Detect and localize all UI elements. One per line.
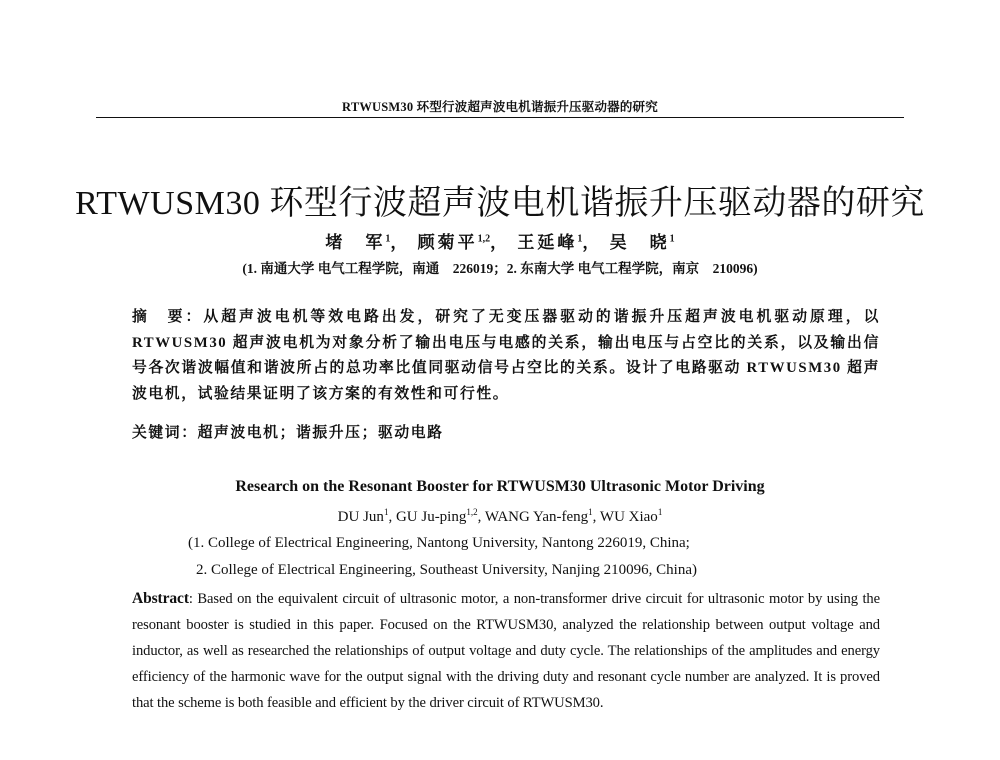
author-en: DU Jun bbox=[337, 509, 384, 525]
abstract-cn-text: 从超声波电机等效电路出发，研究了无变压器驱动的谐振升压超声波电机驱动原理，以 RTWUSM30 超声波电机为对象分析了输出电压与电感的关系，输出电压与占空比的关系，以及输出信号各次谐波幅值和谐波所占的总功率比值同驱动信号占空比的关系。设计了电路驱动 RTWUSM30 超声波电机，试验结果证明了该方案的有效性和可行性。 bbox=[132, 309, 880, 402]
author-separator: ， bbox=[490, 233, 511, 252]
author-cn-affil: 1 bbox=[385, 233, 391, 245]
author-en: WU Xiao bbox=[599, 509, 658, 525]
author-en: WANG Yan-feng bbox=[484, 509, 589, 525]
abstract-cn-label: 摘 要： bbox=[132, 309, 204, 325]
author-en-affil: 1 bbox=[657, 507, 663, 517]
author-en: GU Ju-ping bbox=[395, 509, 467, 525]
keywords-cn bbox=[132, 421, 880, 442]
keywords-cn-label: 关键词： bbox=[132, 425, 198, 441]
author-cn: 王延峰 bbox=[517, 233, 578, 252]
author-cn: 顾菊平 bbox=[417, 233, 478, 252]
author-en-affil: 1,2 bbox=[466, 507, 478, 517]
author-separator: , bbox=[592, 509, 600, 525]
abstract-en bbox=[132, 586, 880, 716]
authors-en bbox=[60, 507, 940, 526]
author-separator: ， bbox=[390, 233, 411, 252]
author-cn-affil: 1 bbox=[669, 233, 675, 245]
abstract-en-label: Abstract bbox=[132, 590, 189, 607]
keywords-cn-text: 超声波电机；谐振升压；驱动电路 bbox=[197, 425, 444, 441]
author-separator: , bbox=[477, 509, 485, 525]
author-cn-affil: 1,2 bbox=[477, 233, 491, 245]
abstract-en-colon: : bbox=[188, 591, 198, 607]
author-en-affil: 1 bbox=[383, 507, 389, 517]
author-cn-affil: 1 bbox=[577, 233, 583, 245]
author-en-affil: 1 bbox=[588, 507, 593, 517]
affiliation-en-line-2: 2. College of Electrical Engineering, Southeast University, Nanjing 210096, China) bbox=[196, 562, 697, 578]
paper-title-en: Research on the Resonant Booster for RTWUSM30 Ultrasonic Motor Driving bbox=[235, 478, 765, 495]
author-separator: ， bbox=[582, 233, 603, 252]
running-header: RTWUSM30 环型行波超声波电机谐振升压驱动器的研究 bbox=[342, 100, 658, 114]
header-rule bbox=[96, 117, 904, 118]
author-separator: , bbox=[388, 509, 396, 525]
authors-cn bbox=[60, 228, 940, 253]
affiliation-en-line-1: (1. College of Electrical Engineering, Nantong University, Nantong 226019, China; bbox=[188, 535, 690, 551]
author-cn: 吴 晓 bbox=[609, 233, 670, 252]
paper-title-cn: RTWUSM30 环型行波超声波电机谐振升压驱动器的研究 bbox=[75, 184, 925, 222]
abstract-en-text: Based on the equivalent circuit of ultrasonic motor, a non-transformer drive circuit for ultrasonic motor by using the resonant booster is studied in this paper. Focused on the RTWUSM30, analyzed the relationship between output voltage and inductor, as well as researched the relationships of output voltage and duty cycle. The relationships of the amplitudes and energy efficiency of the harmonic wave for the output signal with the driving duty and resonant cycle number are analyzed. It is proved that the scheme is both feasible and efficient by the driver circuit of RTWUSM30. bbox=[132, 591, 880, 711]
abstract-cn bbox=[132, 305, 880, 407]
author-cn: 堵 军 bbox=[325, 233, 386, 252]
affiliation-cn: (1. 南通大学 电气工程学院，南通 226019；2. 东南大学 电气工程学院，南京 210096) bbox=[242, 261, 758, 276]
